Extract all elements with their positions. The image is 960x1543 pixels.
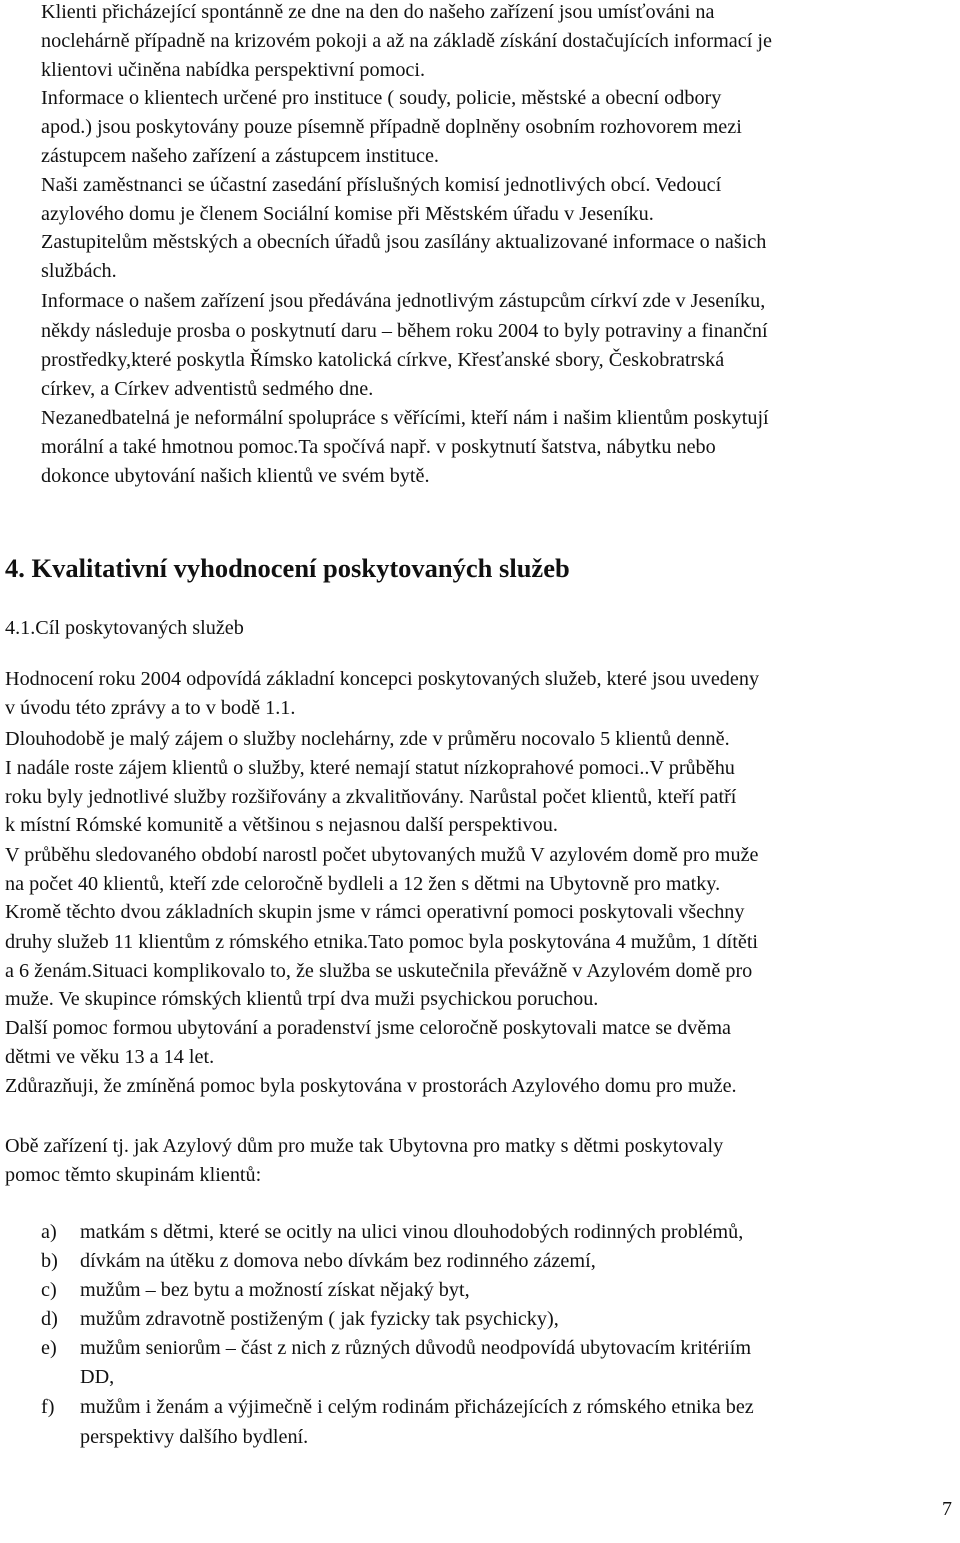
list-marker: a): [41, 1221, 57, 1243]
text-line: dokonce ubytování našich klientů ve svém bytě.: [41, 465, 430, 487]
text-line: Informace o klientech určené pro instituce ( soudy, policie, městské a obecní odbory: [41, 87, 722, 109]
text-line: druhy služeb 11 klientům z rómského etnika.Tato pomoc byla poskytována 4 mužům, 1 dítěti: [5, 931, 759, 953]
text-line: někdy následuje prosba o poskytnutí daru – během roku 2004 to byly potraviny a finanční: [41, 320, 768, 342]
section-heading: 4. Kvalitativní vyhodnocení poskytovaných služeb: [5, 553, 570, 583]
text-line: zástupcem našeho zařízení a zástupcem instituce.: [41, 145, 439, 167]
text-line: Zastupitelům městských a obecních úřadů jsou zasílány aktualizované informace o našich: [41, 231, 767, 253]
page-number: 7: [942, 1498, 952, 1520]
text-line: klientovi učiněna nabídka perspektivní pomoci.: [41, 59, 426, 81]
list-marker: d): [41, 1308, 58, 1330]
text-line: a 6 ženám.Situaci komplikovalo to, že služba se uskutečnila převážně v Azylovém domě pro: [5, 960, 753, 982]
text-line: V průběhu sledovaného období narostl počet ubytovaných mužů V azylovém domě pro muže: [5, 844, 759, 866]
text-line: dětmi ve věku 13 a 14 let.: [5, 1046, 215, 1068]
text-line: Naši zaměstnanci se účastní zasedání příslušných komisí jednotlivých obcí. Vedoucí: [41, 174, 722, 196]
text-line: Kromě těchto dvou základních skupin jsme v rámci operativní pomoci poskytovali všechny: [5, 901, 745, 923]
text-line: Další pomoc formou ubytování a poradenství jsme celoročně poskytovali matce se dvěma: [5, 1017, 731, 1039]
text-line: pomoc těmto skupinám klientů:: [5, 1164, 262, 1186]
list-item-text: mužům seniorům – část z nich z různých důvodů neodpovídá ubytovacím kritériím: [80, 1337, 752, 1359]
list-marker: b): [41, 1250, 58, 1272]
list-marker: e): [41, 1337, 57, 1359]
text-line: Obě zařízení tj. jak Azylový dům pro muže tak Ubytovna pro matky s dětmi poskytovaly: [5, 1135, 724, 1157]
text-line: k místní Rómské komunitě a většinou s nejasnou další perspektivou.: [5, 814, 558, 836]
text-line: muže. Ve skupince rómských klientů trpí dva muži psychickou poruchou.: [5, 988, 599, 1010]
text-line: I nadále roste zájem klientů o služby, které nemají statut nízkoprahové pomoci..V průběhu: [5, 757, 735, 779]
list-item-text: matkám s dětmi, které se ocitly na ulici vinou dlouhodobých rodinných problémů,: [80, 1221, 744, 1243]
text-line: na počet 40 klientů, kteří zde celoročně bydleli a 12 žen s dětmi na Ubytovně pro matky.: [5, 873, 721, 895]
text-line: azylového domu je členem Sociální komise při Městském úřadu v Jeseníku.: [41, 203, 654, 225]
text-line: službách.: [41, 260, 117, 282]
text-line: noclehárně případně na krizovém pokoji a až na základě získání dostačujících informací je: [41, 30, 772, 52]
text-line: Informace o našem zařízení jsou předávána jednotlivým zástupcům církví zde v Jeseníku,: [41, 290, 766, 312]
text-line: církev, a Církev adventistů sedmého dne.: [41, 378, 374, 400]
text-line: Dlouhodobě je malý zájem o služby noclehárny, zde v průměru nocovalo 5 klientů denně.: [5, 728, 730, 750]
list-item-text: mužům zdravotně postiženým ( jak fyzicky tak psychicky),: [80, 1308, 559, 1330]
list-item-text: perspektivy dalšího bydlení.: [80, 1426, 309, 1448]
list-item-text: DD,: [80, 1366, 115, 1388]
list-item-text: mužům – bez bytu a možností získat nějaký byt,: [80, 1279, 470, 1301]
text-line: morální a také hmotnou pomoc.Ta spočívá např. v poskytnutí šatstva, nábytku nebo: [41, 436, 716, 458]
list-item-text: dívkám na útěku z domova nebo dívkám bez rodinného zázemí,: [80, 1250, 596, 1272]
text-line: Nezanedbatelná je neformální spolupráce s věřícími, kteří nám i našim klientům poskytují: [41, 407, 769, 429]
text-line: apod.) jsou poskytovány pouze písemně případně doplněny osobním rozhovorem mezi: [41, 116, 742, 138]
text-line: Klienti přicházející spontánně ze dne na den do našeho zařízení jsou umísťováni na: [41, 1, 715, 23]
text-line: roku byly jednotlivé služby rozšiřovány a zkvalitňovány. Narůstal počet klientů, kteří patří: [5, 786, 737, 808]
list-marker: f): [41, 1396, 55, 1418]
subsection-heading: 4.1.Cíl poskytovaných služeb: [5, 617, 244, 639]
text-line: Zdůrazňuji, že zmíněná pomoc byla poskytována v prostorách Azylového domu pro muže.: [5, 1075, 737, 1097]
text-line: prostředky,které poskytla Římsko katolická církve, Křesťanské sbory, Českobratrská: [41, 349, 725, 371]
list-marker: c): [41, 1279, 57, 1301]
text-line: Hodnocení roku 2004 odpovídá základní koncepci poskytovaných služeb, které jsou uvedeny: [5, 668, 760, 690]
text-line: v úvodu této zprávy a to v bodě 1.1.: [5, 697, 296, 719]
list-item-text: mužům i ženám a výjimečně i celým rodinám přicházejících z rómského etnika bez: [80, 1396, 754, 1418]
